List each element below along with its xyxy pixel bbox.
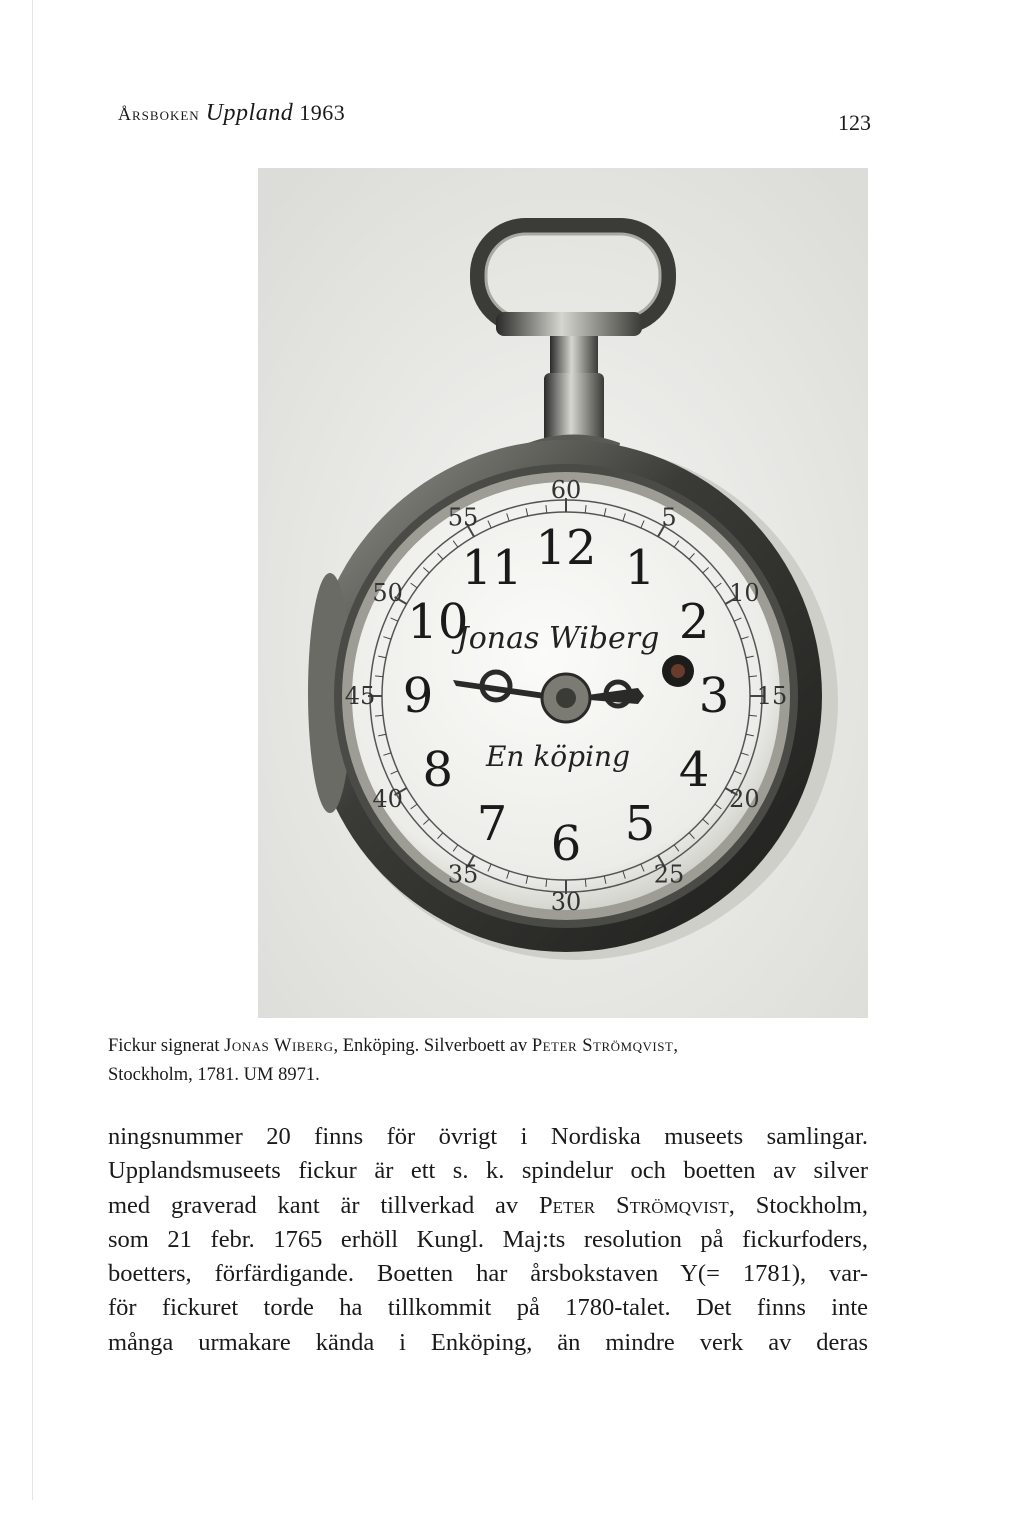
body-line-3 — [108, 1189, 868, 1223]
hour-numeral: 12 — [535, 520, 597, 576]
body-line-3-name: Peter Strömqvist — [539, 1191, 729, 1219]
photo-caption — [108, 1032, 868, 1090]
body-line-7: många urmakare kända i Enköping, än mindre verk av deras — [108, 1328, 868, 1356]
body-line-5: boetters, förfärdigande. Boetten har årsbokstaven Y(= 1781), var- — [108, 1260, 868, 1288]
hour-numeral: 10 — [407, 594, 469, 650]
hour-numeral: 8 — [422, 742, 454, 798]
dial-signature: Jonas Wiberg — [456, 621, 660, 656]
body-line-3-a: med graverad kant är tillverkad av — [108, 1191, 540, 1219]
body-line-1: ningsnummer 20 finns för övrigt i Nordiska museets samlingar. — [108, 1123, 868, 1150]
hour-numeral: 1 — [624, 539, 656, 596]
minute-numeral: 60 — [550, 476, 582, 504]
minute-numeral: 25 — [653, 860, 685, 889]
hour-numeral: 11 — [461, 539, 523, 596]
hour-numeral: 2 — [678, 594, 710, 650]
caption-silversmith: Peter Strömqvist — [531, 1036, 674, 1056]
body-paragraph — [108, 1120, 868, 1360]
minute-numeral: 30 — [550, 888, 582, 916]
page-number: 123 — [838, 110, 871, 135]
caption-text-c: , — [673, 1036, 678, 1056]
minute-numeral: 10 — [729, 579, 760, 607]
dial-town: En köping — [485, 740, 631, 773]
minute-numeral: 40 — [372, 785, 403, 813]
minute-numeral: 15 — [756, 682, 788, 710]
hour-numeral: 9 — [402, 668, 434, 724]
running-header-journal: Uppland — [205, 100, 294, 126]
hour-numeral: 3 — [698, 668, 730, 724]
pocket-watch-photo — [258, 168, 868, 1018]
page-edge-line — [32, 0, 33, 1500]
body-line-6: för fickuret torde ha tillkommit på 1780-talet. Det finns inte — [108, 1294, 868, 1322]
minute-numeral: 45 — [344, 682, 376, 710]
body-line-2: Upplandsmuseets fickur är ett s. k. spindelur och boetten av silver — [108, 1157, 868, 1185]
minute-numeral: 35 — [447, 860, 479, 889]
hour-numeral: 6 — [550, 816, 582, 872]
minute-numeral: 55 — [447, 503, 479, 532]
caption-text-b: , Enköping. Silverboett av — [333, 1036, 532, 1056]
hour-numeral: 5 — [624, 796, 656, 853]
hour-numeral: 7 — [476, 796, 508, 853]
caption-clockmaker: Jonas Wiberg — [224, 1036, 334, 1056]
minute-numeral: 20 — [729, 785, 760, 813]
caption-line-2: Stockholm, 1781. UM 8971. — [108, 1065, 320, 1085]
caption-text-a: Fickur signerat — [108, 1036, 225, 1056]
running-header — [118, 100, 345, 127]
pendant-stem — [550, 336, 598, 376]
hour-numeral: 4 — [678, 742, 710, 798]
running-header-year: 1963 — [299, 100, 346, 125]
running-header-kicker: Årsboken — [118, 104, 200, 124]
body-line-3-b: , Stockholm, — [728, 1191, 868, 1219]
minute-numeral: 50 — [372, 579, 403, 607]
minute-numeral: 5 — [661, 503, 677, 532]
body-line-4: som 21 febr. 1765 erhöll Kungl. Maj:ts resolution på fickurfoders, — [108, 1225, 868, 1253]
pocket-watch-illustration — [258, 168, 868, 1018]
